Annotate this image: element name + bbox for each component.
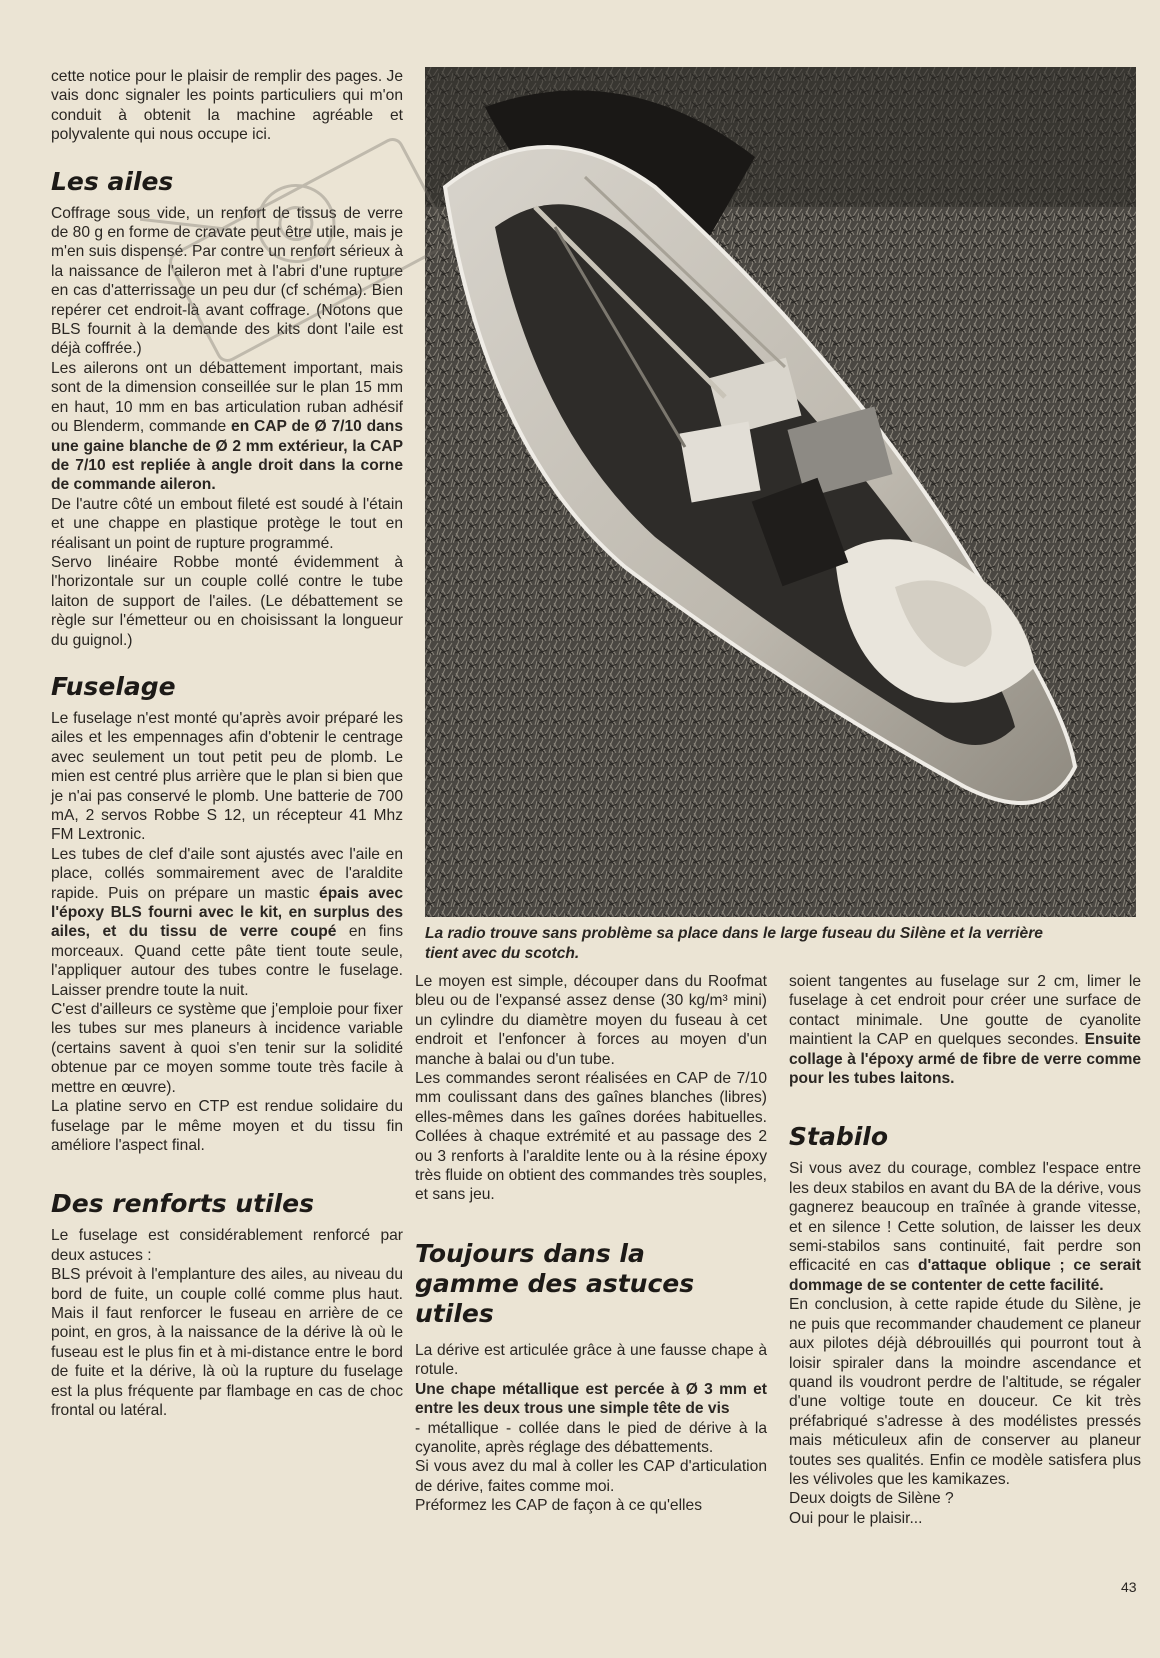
fuselage-photo bbox=[425, 67, 1136, 917]
stabilo-paragraph-4: Oui pour le plaisir... bbox=[789, 1509, 923, 1527]
heading-les-ailes: Les ailes bbox=[51, 166, 174, 196]
heading-fuselage: Fuselage bbox=[51, 671, 176, 701]
fuselage-paragraph-4: La platine servo en CTP est rendue solidaire du fuselage par le même moyen et du tissu fin améliore l'aspect final. bbox=[51, 1098, 403, 1154]
stabilo-paragraph-2: En conclusion, à cette rapide étude du Silène, je ne puis que recommander chaudement ce planeur aux pilotes déjà débrouillés qui pourront tout à loisir spiraler dans la moindre ascendance et quand ils voudront perdre de l'altitude, se régaler d'une voltige toute en douceur. Ce kit très préfabriqué s'adresse à des modélistes pressés mais méticuleux afin de conserver au planeur toutes ses qualités. Enfin ce modèle satisfera plus les vélivoles que les kamikazes. bbox=[789, 1296, 1141, 1488]
photo-caption: La radio trouve sans problème sa place dans le large fuseau du Silène et la verrière tient avec du scotch. bbox=[425, 925, 1043, 962]
page-number: 43 bbox=[1121, 1579, 1137, 1595]
toujours-paragraph-2: Une chape métallique est percée à Ø 3 mm et entre les deux trous une simple tête de vis bbox=[415, 1380, 767, 1418]
toujours-paragraph-5: Préformez les CAP de façon à ce qu'elles bbox=[415, 1497, 702, 1515]
intro-paragraph: cette notice pour le plaisir de remplir des pages. Je vais donc signaler les points particuliers qui m'on conduit à obtenit la machine agréable et polyvalente qui nous occupe ici. bbox=[51, 68, 403, 144]
stabilo-paragraph-3: Deux doigts de Silène ? bbox=[789, 1490, 954, 1508]
fuselage-paragraph-3: C'est d'ailleurs ce système que j'emploie pour fixer les tubes sur mes planeurs à incidence variable (certains savent à quoi s'en tenir sur la solidité obtenue par ce moyen somme toute très facile à mettre en œuvre). bbox=[51, 1001, 403, 1096]
renforts-paragraph-1: Le fuselage est considérablement renforcé par deux astuces : bbox=[51, 1227, 403, 1264]
col2-paragraph-1: Le moyen est simple, découper dans du Roofmat bleu ou de l'expansé assez dense (30 kg/m³ mini) un cylindre du diamètre moyen du fuseau à cet endroit et l'enfoncer à forces au moyen d'un manche à balai ou d'un tube. bbox=[415, 973, 767, 1068]
column-3 bbox=[789, 972, 1141, 1528]
ailes-paragraph-3: De l'autre côté un embout fileté est soudé à l'étain et une chappe en plastique protège le tout en réalisant un point de rupture programmé. bbox=[51, 495, 403, 552]
ailes-paragraph-1: Coffrage sous vide, un renfort de tissus de verre de 80 g en forme de cravate peut être utile, mais je m'en suis dispensé. Par contre un renfort sérieux à la naissance de l'aileron met à l'abri d'une rupture en cas d'atterrissage un peu dur (cf schéma). Bien repérer cet endroit-là avant coffrage. (Notons que BLS fournit à la demande des kits dont l'aile est déjà coffrée.) bbox=[51, 204, 403, 358]
column-1 bbox=[51, 67, 403, 1420]
fuselage-paragraph-1: Le fuselage n'est monté qu'après avoir préparé les ailes et les empennages afin d'obtenir le centrage avec seulement un tout petit peu de plomb. Le mien est centré plus arrière que le plan si bien que je n'ai pas conservé le plomb. Une batterie de 700 mA, 2 servos Robbe S 12, un récepteur 41 Mhz FM Lextronic. bbox=[51, 709, 403, 844]
toujours-paragraph-1: La dérive est articulée grâce à une fausse chape à rotule. bbox=[415, 1341, 767, 1379]
heading-stabilo: Stabilo bbox=[789, 1122, 889, 1152]
stabilo-paragraph-1: Si vous avez du courage, comblez l'espace entre les deux stabilos en avant du BA de la dérive, vous gagnerez beaucoup en traînée à grande vitesse, et en silence ! Cette solution, de laisser les deux semi-stabilos sans continuité, fait perdre son efficacité en cas d'attaque oblique ; ce serait dommage de se contenter de cette facilité. bbox=[789, 1160, 1141, 1294]
ailes-paragraph-4: Servo linéaire Robbe monté évidemment à l'horizontale sur un couple collé contre le tube laiton de support de l'ailes. (Le débattement se règle sur l'émetteur ou en choisissant la longueur du guignol.) bbox=[51, 553, 403, 649]
col2-paragraph-2: Les commandes seront réalisées en CAP de 7/10 mm coulissant dans des gaînes blanches (libres) elles-mêmes dans les gaînes dorées habituelles. Collées à chaque extrémité et au passage des 2 ou 3 renforts à l'araldite lente ou à la résine époxy très fluide on obtient des commandes très souples, et sans jeu. bbox=[415, 1070, 767, 1204]
heading-des-renforts-utiles: Des renforts utiles bbox=[51, 1189, 315, 1219]
column-2 bbox=[415, 972, 767, 1516]
fuselage-paragraph-2: Les tubes de clef d'aile sont ajustés avec l'aile en place, collés sommairement avec de l'araldite rapide. Puis on prépare un mastic épais avec l'époxy BLS fourni avec le kit, en surplus des ailes, et du tissu de verre coupé en fins morceaux. Quand cette pâte tient toute seule, l'appliquer autour des tubes contre le fuselage. Laisser prendre toute la nuit. bbox=[51, 845, 403, 999]
ailes-paragraph-2: Les ailerons ont un débattement important, mais sont de la dimension conseillée sur le plan 15 mm en haut, 10 mm en bas articulation ruban adhésif ou Blenderm, commande en CAP de Ø 7/10 dans une gaine blanche de Ø 2 mm extérieur, la CAP de 7/10 est repliée à angle droit dans la corne de commande aileron. bbox=[51, 359, 403, 494]
renforts-paragraph-2: BLS prévoit à l'emplanture des ailes, au niveau du bord de fuite, un couple collé comme plus haut. Mais il faut renforcer le fuseau en arrière de ce point, en gros, à la naissance de la dérive là où le fuseau est le plus fin et à mi-distance entre le bord de fuite et la dérive, là où la rupture du fuselage est la plus fréquente par flambage en cas de choc frontal ou latéral. bbox=[51, 1266, 403, 1419]
heading-toujours-dans-la-gamme: Toujours dans la gamme des astuces utiles bbox=[415, 1238, 695, 1328]
col3-paragraph-1: soient tangentes au fuselage sur 2 cm, limer le fuselage à cet endroit pour créer une surface de contact minimale. Une goutte de cyanolite maintient la CAP en quelques secondes. Ensuite collage à l'époxy armé de fibre de verre comme pour les tubes laitons. bbox=[789, 973, 1141, 1088]
fuselage-photo-drawing bbox=[425, 67, 1136, 917]
toujours-paragraph-3: - métallique - collée dans le pied de dérive à la cyanolite, après réglage des débattements. bbox=[415, 1419, 767, 1456]
toujours-paragraph-4: Si vous avez du mal à coller les CAP d'articulation de dérive, faites comme moi. bbox=[415, 1458, 767, 1495]
